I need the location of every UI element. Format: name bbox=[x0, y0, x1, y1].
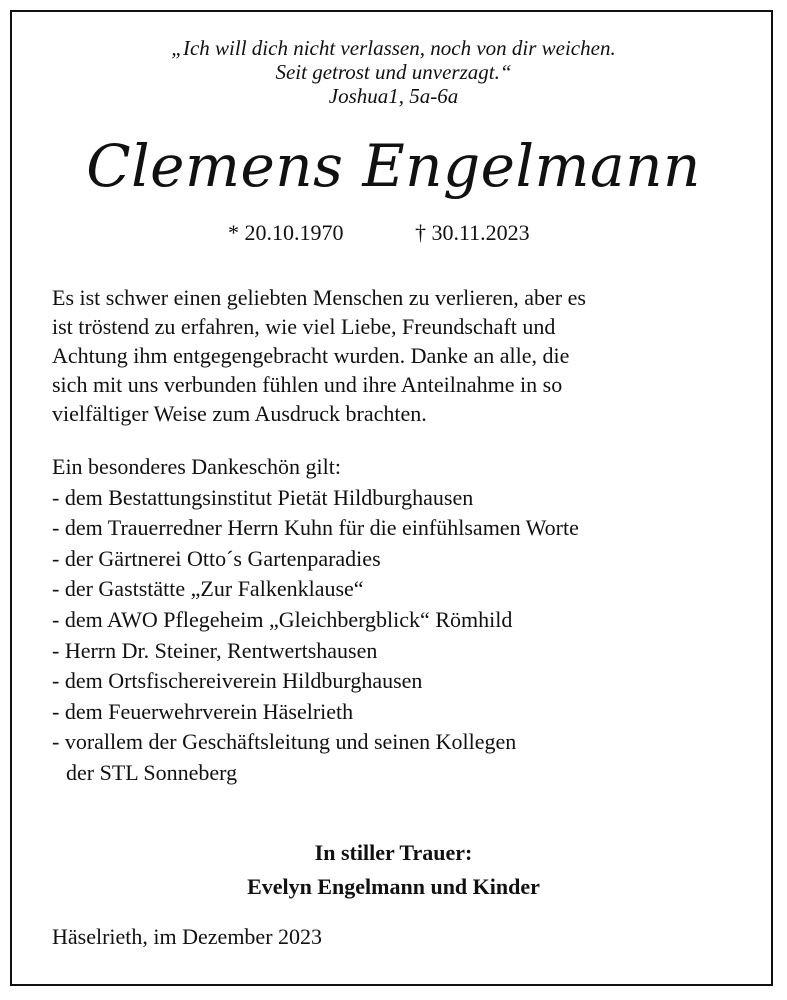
list-item: - Herrn Dr. Steiner, Rentwertshausen bbox=[52, 637, 378, 663]
mourning-signature bbox=[0, 836, 787, 904]
thanks-list bbox=[52, 452, 579, 789]
list-item-continuation: der STL Sonneberg bbox=[66, 759, 238, 785]
paragraph-line: ist tröstend zu erfahren, wie viel Liebe, Freundschaft und bbox=[52, 314, 556, 339]
bible-quote bbox=[0, 36, 787, 108]
life-dates bbox=[0, 218, 787, 248]
list-item: - dem Feuerwehrverein Häselrieth bbox=[52, 698, 354, 724]
place-date: Häselrieth, im Dezember 2023 bbox=[52, 924, 323, 949]
quote-source: Joshua1, 5a-6a bbox=[328, 84, 459, 108]
death-date: † 30.11.2023 bbox=[415, 220, 530, 245]
list-item: - dem Trauerredner Herrn Kuhn für die einfühlsamen Worte bbox=[52, 515, 579, 541]
paragraph-line: Achtung ihm entgegengebracht wurden. Danke an alle, die bbox=[52, 343, 570, 368]
thanks-intro: Ein besonderes Dankeschön gilt: bbox=[52, 454, 341, 479]
paragraph-line: Es ist schwer einen geliebten Menschen zu verlieren, aber es bbox=[52, 285, 586, 310]
list-item: - dem Bestattungsinstitut Pietät Hildburghausen bbox=[52, 484, 474, 510]
list-item: - dem AWO Pflegeheim „Gleichbergblick“ Römhild bbox=[52, 606, 513, 632]
thanks-paragraph bbox=[52, 283, 586, 428]
list-item: - der Gärtnerei Otto´s Gartenparadies bbox=[52, 545, 381, 571]
paragraph-line: vielfältiger Weise zum Ausdruck brachten. bbox=[52, 401, 427, 426]
mourning-heading: In stiller Trauer: bbox=[314, 840, 473, 865]
list-item: - vorallem der Geschäftsleitung und seinen Kollegen bbox=[52, 729, 517, 755]
quote-line-2: Seit getrost und unverzagt.“ bbox=[275, 60, 512, 84]
paragraph-line: sich mit uns verbunden fühlen und ihre Anteilnahme in so bbox=[52, 372, 563, 397]
list-item: - dem Ortsfischereiverein Hildburghausen bbox=[52, 668, 423, 694]
mourning-family: Evelyn Engelmann und Kinder bbox=[247, 874, 540, 899]
quote-line-1: „Ich will dich nicht verlassen, noch von dir weichen. bbox=[171, 36, 616, 60]
birth-date: * 20.10.1970 bbox=[228, 220, 344, 245]
list-item: - der Gaststätte „Zur Falkenklause“ bbox=[52, 576, 364, 602]
deceased-name: Clemens Engelmann bbox=[86, 132, 701, 200]
